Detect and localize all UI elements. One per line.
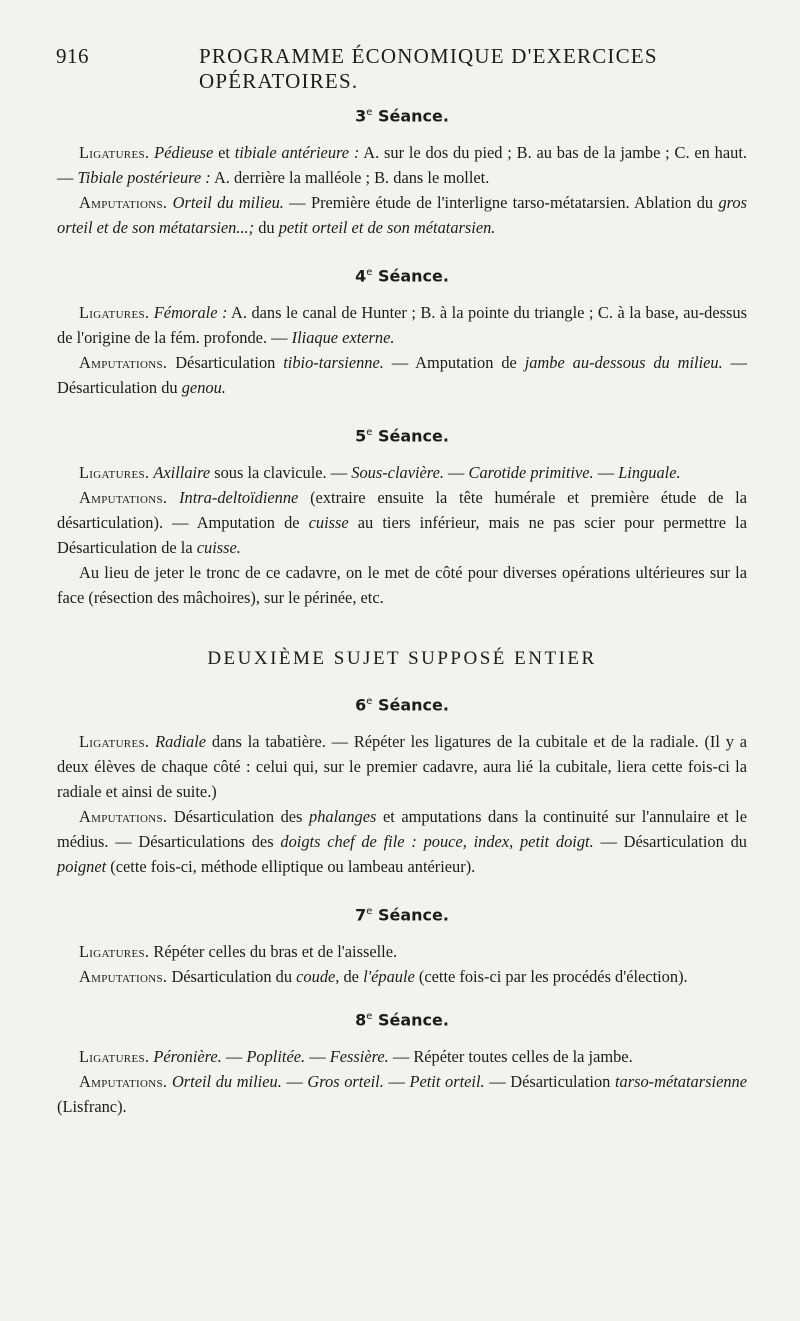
session-6-amputations: Amputations. Désarticulation des phalanges et amputations dans la continuité sur l'annulaire et le médius. — Désarticulations des doigts chef de file : pouce, index, petit doigt. — Désarticulation du poignet (cette fois-ci, méthode elliptique ou lambeau antérieur). [57,807,747,876]
session-5-ligatures: Ligatures. Axillaire sous la clavicule. — Sous-clavière. — Carotide primitive. — Linguale. [79,463,681,482]
amputations-label: Amputations. [79,193,168,212]
page-number: 916 [56,44,89,68]
ligatures-label: Ligatures. [79,1047,150,1066]
amputations-label: Amputations. [79,967,168,986]
session-7-ligatures: Ligatures. Répéter celles du bras et de l'aisselle. [79,942,398,961]
session-4-ligatures: Ligatures. Fémorale : A. dans le canal de Hunter ; B. à la pointe du triangle ; C. à la base, au-dessus de l'origine de la fém. profonde. — Iliaque externe. [57,303,747,347]
session-8-ligatures: Ligatures. Péronière. — Poplitée. — Fessière. — Répéter toutes celles de la jambe. [79,1047,633,1066]
session-8-heading: 8e Séance. [355,1010,449,1030]
session-5-amputations: Amputations. Intra-deltoïdienne (extraire ensuite la tête humérale et première étude de la désarticulation). — Amputation de cuisse au tiers inférieur, mais ne pas scier pour permettre la Désarticulation de la cuisse. [57,488,747,557]
ligatures-label: Ligatures. [79,942,150,961]
session-5-note: Au lieu de jeter le tronc de ce cadavre, on le met de côté pour diverses opérations ultérieures sur la face (résection des mâchoires), sur le périnée, etc. [57,563,747,607]
amputations-label: Amputations. [79,1072,168,1091]
session-6-ligatures: Ligatures. Radiale dans la tabatière. — Répéter les ligatures de la cubitale et de la radiale. (Il y a deux élèves de chaque côté : celui qui, sur le premier cadavre, aura lié la cubitale, liera cette fois-ci la radiale et ainsi de suite.) [57,732,747,801]
ligatures-label: Ligatures. [79,463,150,482]
page-body [57,100,747,1119]
session-7-heading: 7e Séance. [355,905,449,925]
session-4-amputations: Amputations. Désarticulation tibio-tarsienne. — Amputation de jambe au-dessous du milieu. — Désarticulation du genou. [57,353,747,397]
page-header [56,44,746,93]
ligatures-label: Ligatures. [79,303,150,322]
amputations-label: Amputations. [79,353,168,372]
session-8-amputations: Amputations. Orteil du milieu. — Gros orteil. — Petit orteil. — Désarticulation tarso-métatarsienne (Lisfranc). [57,1072,748,1116]
part-title: DEUXIÈME SUJET SUPPOSÉ ENTIER [207,648,597,669]
session-5-heading: 5e Séance. [355,426,449,446]
session-4-heading: 4e Séance. [355,266,449,286]
session-6-heading: 6e Séance. [355,695,449,715]
session-3-heading: 3e Séance. [355,106,449,126]
amputations-label: Amputations. [79,488,168,507]
ligatures-label: Ligatures. [79,143,150,162]
session-3-ligatures: Ligatures. Pédieuse et tibiale antérieure : A. sur le dos du pied ; B. au bas de la jambe ; C. en haut. — Tibiale postérieure : A. derrière la malléole ; B. dans le mollet. [57,143,747,187]
running-title: PROGRAMME ÉCONOMIQUE D'EXERCICES OPÉRATOIRES. [199,44,658,93]
ligatures-label: Ligatures. [79,732,150,751]
session-7-amputations: Amputations. Désarticulation du coude, de l'épaule (cette fois-ci par les procédés d'élection). [79,967,688,986]
amputations-label: Amputations. [79,807,168,826]
session-3-amputations: Amputations. Orteil du milieu. — Première étude de l'interligne tarso-métatarsien. Ablation du gros orteil et de son métatarsien...; du petit orteil et de son métatarsien. [57,193,747,237]
